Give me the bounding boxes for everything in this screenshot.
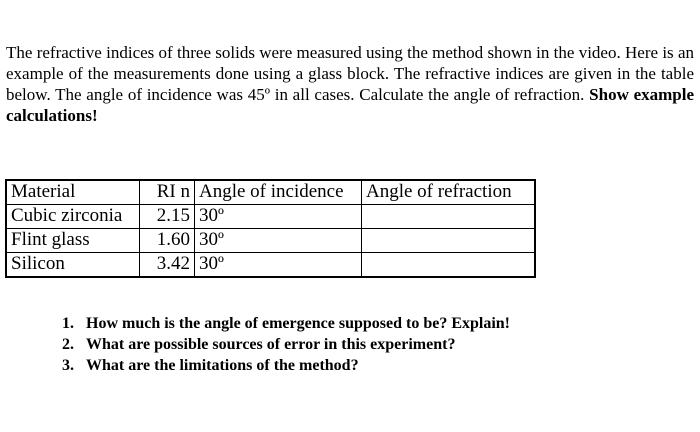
refractive-index-table [5, 179, 536, 278]
question-number: 1. [62, 315, 74, 332]
table-row [6, 205, 535, 229]
cell-angle-of-incidence: 30º [195, 253, 362, 278]
cell-ri: 3.42 [140, 253, 195, 278]
header-ri: RI n [140, 180, 195, 205]
header-material: Material [6, 180, 140, 205]
cell-angle-of-refraction [362, 253, 536, 278]
table-row [6, 253, 535, 278]
list-item [62, 355, 510, 376]
header-angle-of-refraction: Angle of refraction [362, 180, 536, 205]
intro-bold-instruction: Show example calculations! [6, 85, 695, 125]
cell-material: Flint glass [6, 229, 140, 253]
question-number: 3. [62, 357, 74, 374]
cell-angle-of-incidence: 30º [195, 229, 362, 253]
header-angle-of-incidence: Angle of incidence [195, 180, 362, 205]
intro-text: The refractive indices of three solids were measured using the method shown in the video. Here is an example of the measurements done using a glass block. The refractive indices are given in the table below. The angle of incidence was 45º in all cases. Calculate the angle of refraction. [6, 43, 694, 104]
table-row [6, 229, 535, 253]
question-text: How much is the angle of emergence supposed to be? Explain! [86, 315, 510, 332]
cell-ri: 2.15 [140, 205, 195, 229]
questions-list [62, 313, 510, 376]
list-item [62, 334, 510, 355]
cell-material: Silicon [6, 253, 140, 278]
cell-material: Cubic zirconia [6, 205, 140, 229]
intro-paragraph [6, 42, 694, 126]
question-number: 2. [62, 336, 74, 353]
cell-angle-of-refraction [362, 229, 536, 253]
list-item [62, 313, 510, 334]
cell-ri: 1.60 [140, 229, 195, 253]
cell-angle-of-incidence: 30º [195, 205, 362, 229]
cell-angle-of-refraction [362, 205, 536, 229]
table-header-row [6, 180, 535, 205]
question-text: What are possible sources of error in this experiment? [86, 336, 456, 353]
question-text: What are the limitations of the method? [86, 357, 359, 374]
